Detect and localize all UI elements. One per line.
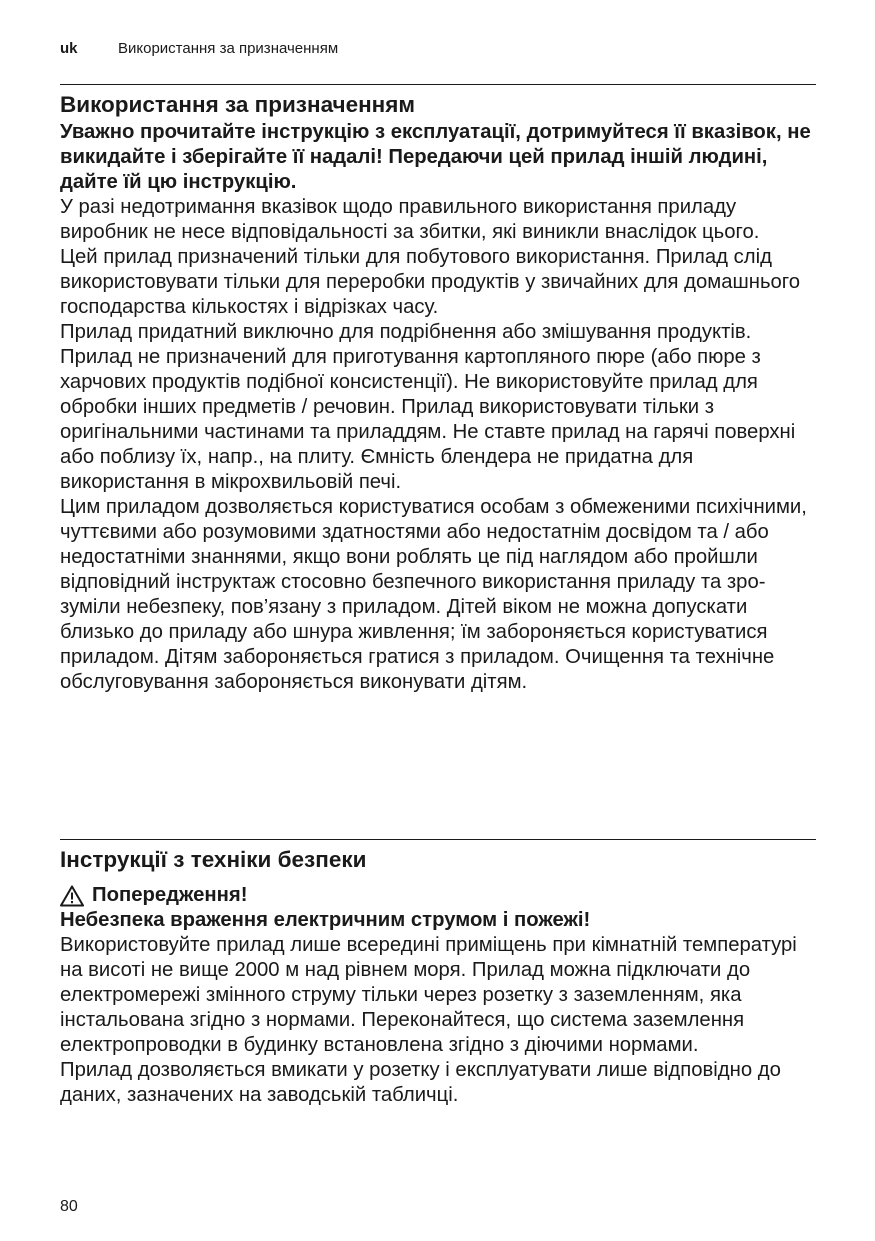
warning-label: Попередження! [92, 884, 248, 906]
language-code: uk [60, 40, 78, 57]
page-number: 80 [60, 1198, 78, 1215]
intended-use-lead: Уважно прочитайте інструкцію з експлуатації, дотримуйтеся її вказівок, не викидайте і зберігайте її надалі! Передаючи цей прилад іншій людині, дайте їй цю інструкцію. [60, 121, 811, 193]
intended-use-paragraph-4: Цим приладом дозволяється користуватися особам з обмеженими психічними, чуттєвими або розумовими здатностями або недостатнім досвідом та / або недостатніми знаннями, якщо вони роблять це під наглядом або пройшли відповідний інструктаж стосовно безпечного використання приладу та зрозуміли небезпеку, пов’язану з приладом. Дітей віком не можна допускати близько до приладу або шнура живлення; їм забороняється користуватися приладом. Дітям забороняється гратися з приладом. Очищення та технічне обслуговування забороняється виконувати дітям. [60, 496, 807, 693]
warning-heading [60, 883, 816, 908]
intended-use-paragraph-2: Цей прилад призначений тільки для побутового використання. Прилад слід використовувати тільки для переробки продуктів у звичайних для домашнього господарства кількостях і відрізках часу. [60, 246, 801, 318]
intended-use-paragraph-3: Прилад придатний виключно для подрібнення або змішування продуктів. Прилад не призначений для приготування картопляного пюре (або пюре з харчових продуктів подібної консистенції). Не використовуйте прилад для обробки інших предметів / речовин. Прилад використовувати тільки з оригінальними частинами та приладдям. Не ставте прилад на гарячі поверхні або поблизу їх, напр., на плиту. Ємність блендера не придатна для використання в мікрохвильовій печі. [60, 321, 796, 493]
section-divider [60, 839, 816, 840]
warning-triangle-icon [60, 885, 84, 907]
page-header [60, 40, 338, 58]
intended-use-paragraph-1: У разі недотримання вказівок щодо правильного використання приладу виробник не несе відповідальності за збитки, які виникли внаслідок цього. [60, 196, 760, 243]
safety-title: Інструкції з техніки безпеки [60, 847, 367, 872]
intended-use-title: Використання за призначенням [60, 92, 416, 117]
safety-section [60, 845, 816, 1108]
safety-paragraph-1: Використовуйте прилад лише всередині приміщень при кімнатній температурі на висоті не вище 2000 м над рівнем моря. Прилад можна підключати до електромережі змінного струму тільки через розетку з заземленням, яка інстальована згідно з нормами. Переконайтеся, що система заземлення електропроводки в будинку встановлена згідно з діючими нормами. [60, 934, 797, 1056]
safety-paragraph-2: Прилад дозволяється вмикати у розетку і експлуатувати лише відповідно до даних, зазначених на заводській табличці. [60, 1059, 781, 1106]
header-title: Використання за призначенням [118, 40, 339, 57]
section-divider [60, 84, 816, 85]
warning-subtitle: Небезпека враження електричним струмом і пожежі! [60, 909, 591, 931]
intended-use-section [60, 90, 816, 695]
